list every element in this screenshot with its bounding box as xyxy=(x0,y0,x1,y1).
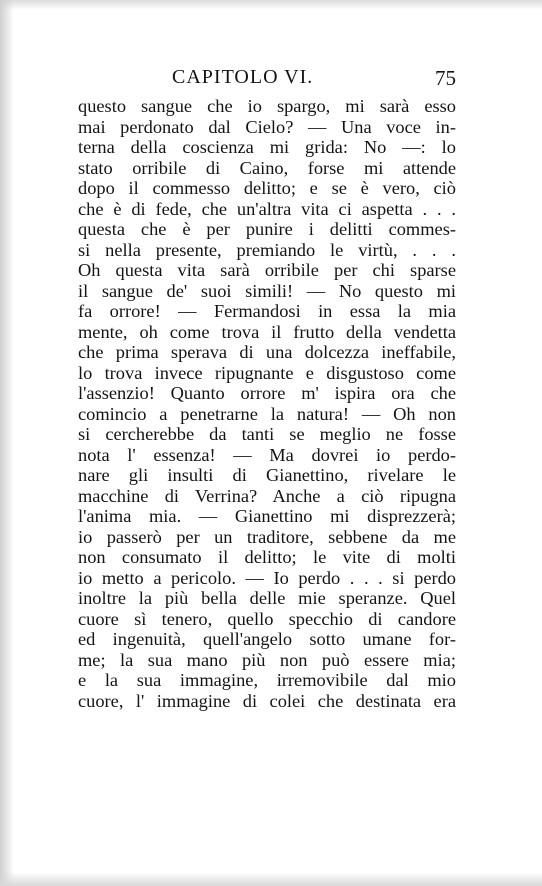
page-number: 75 xyxy=(435,66,456,90)
page-bottom-edge-shadow xyxy=(0,872,542,886)
text-line: nota l' essenza! — Ma dovrei io perdo- xyxy=(78,444,456,465)
text-line: ed ingenuità, quell'angelo sotto umane for- xyxy=(78,629,456,649)
text-line: mai perdonato dal Cielo? — Una voce in- xyxy=(78,116,456,137)
text-line: nare gli insulti di Gianettino, rivelare le xyxy=(78,465,456,485)
text-line: si cercherebbe da tanti se meglio ne fosse xyxy=(78,424,456,444)
text-line: io passerò per un traditore, sebbene da me xyxy=(78,526,456,547)
text-line: Oh questa vita sarà orribile per chi sparse xyxy=(78,260,456,280)
text-line: stato orribile di Caino, forse mi attende xyxy=(78,157,456,178)
text-line: non consumato il delitto; le vite di molti xyxy=(78,547,456,567)
text-line: mente, oh come trova il frutto della vendetta xyxy=(78,321,456,342)
page-gutter-shadow xyxy=(0,0,14,886)
text-line: dopo il commesso delitto; e se è vero, ciò xyxy=(78,178,456,198)
text-line: fa orrore! — Fermandosi in essa la mia xyxy=(78,301,456,321)
page-top-edge-shadow xyxy=(0,0,542,10)
text-line: comincio a penetrarne la natura! — Oh non xyxy=(78,403,456,424)
text-line: lo trova invece ripugnante e disgustoso come xyxy=(78,362,456,383)
body-text xyxy=(78,96,456,711)
text-line: il sangue de' suoi simili! — No questo mi xyxy=(78,280,456,301)
text-line: l'anima mia. — Gianettino mi disprezzerà; xyxy=(78,506,456,526)
chapter-running-title: CAPITOLO VI. xyxy=(172,66,314,88)
text-line: questo sangue che io spargo, mi sarà esso xyxy=(78,96,456,116)
text-line: che è di fede, che un'altra vita ci aspetta . . . xyxy=(78,198,456,219)
text-line: l'assenzio! Quanto orrore m' ispira ora che xyxy=(78,383,456,403)
page-header xyxy=(78,66,456,92)
text-line: terna della coscienza mi grida: No —: lo xyxy=(78,137,456,157)
text-line: questa che è per punire i delitti commes- xyxy=(78,219,456,239)
text-line: inoltre la più bella delle mie speranze. Quel xyxy=(78,588,456,608)
text-line: si nella presente, premiando le virtù, . . . xyxy=(78,239,456,260)
text-line: me; la sua mano più non può essere mia; xyxy=(78,649,456,670)
text-line: cuore sì tenero, quello specchio di candore xyxy=(78,608,456,629)
text-line: macchine di Verrina? Anche a ciò ripugna xyxy=(78,485,456,506)
text-line: che prima sperava di una dolcezza ineffabile, xyxy=(78,342,456,362)
text-line: cuore, l' immagine di colei che destinata era xyxy=(78,690,456,711)
text-line: io metto a pericolo. — Io perdo . . . si perdo xyxy=(78,567,456,588)
text-line: e la sua immagine, irremovibile dal mio xyxy=(78,670,456,690)
